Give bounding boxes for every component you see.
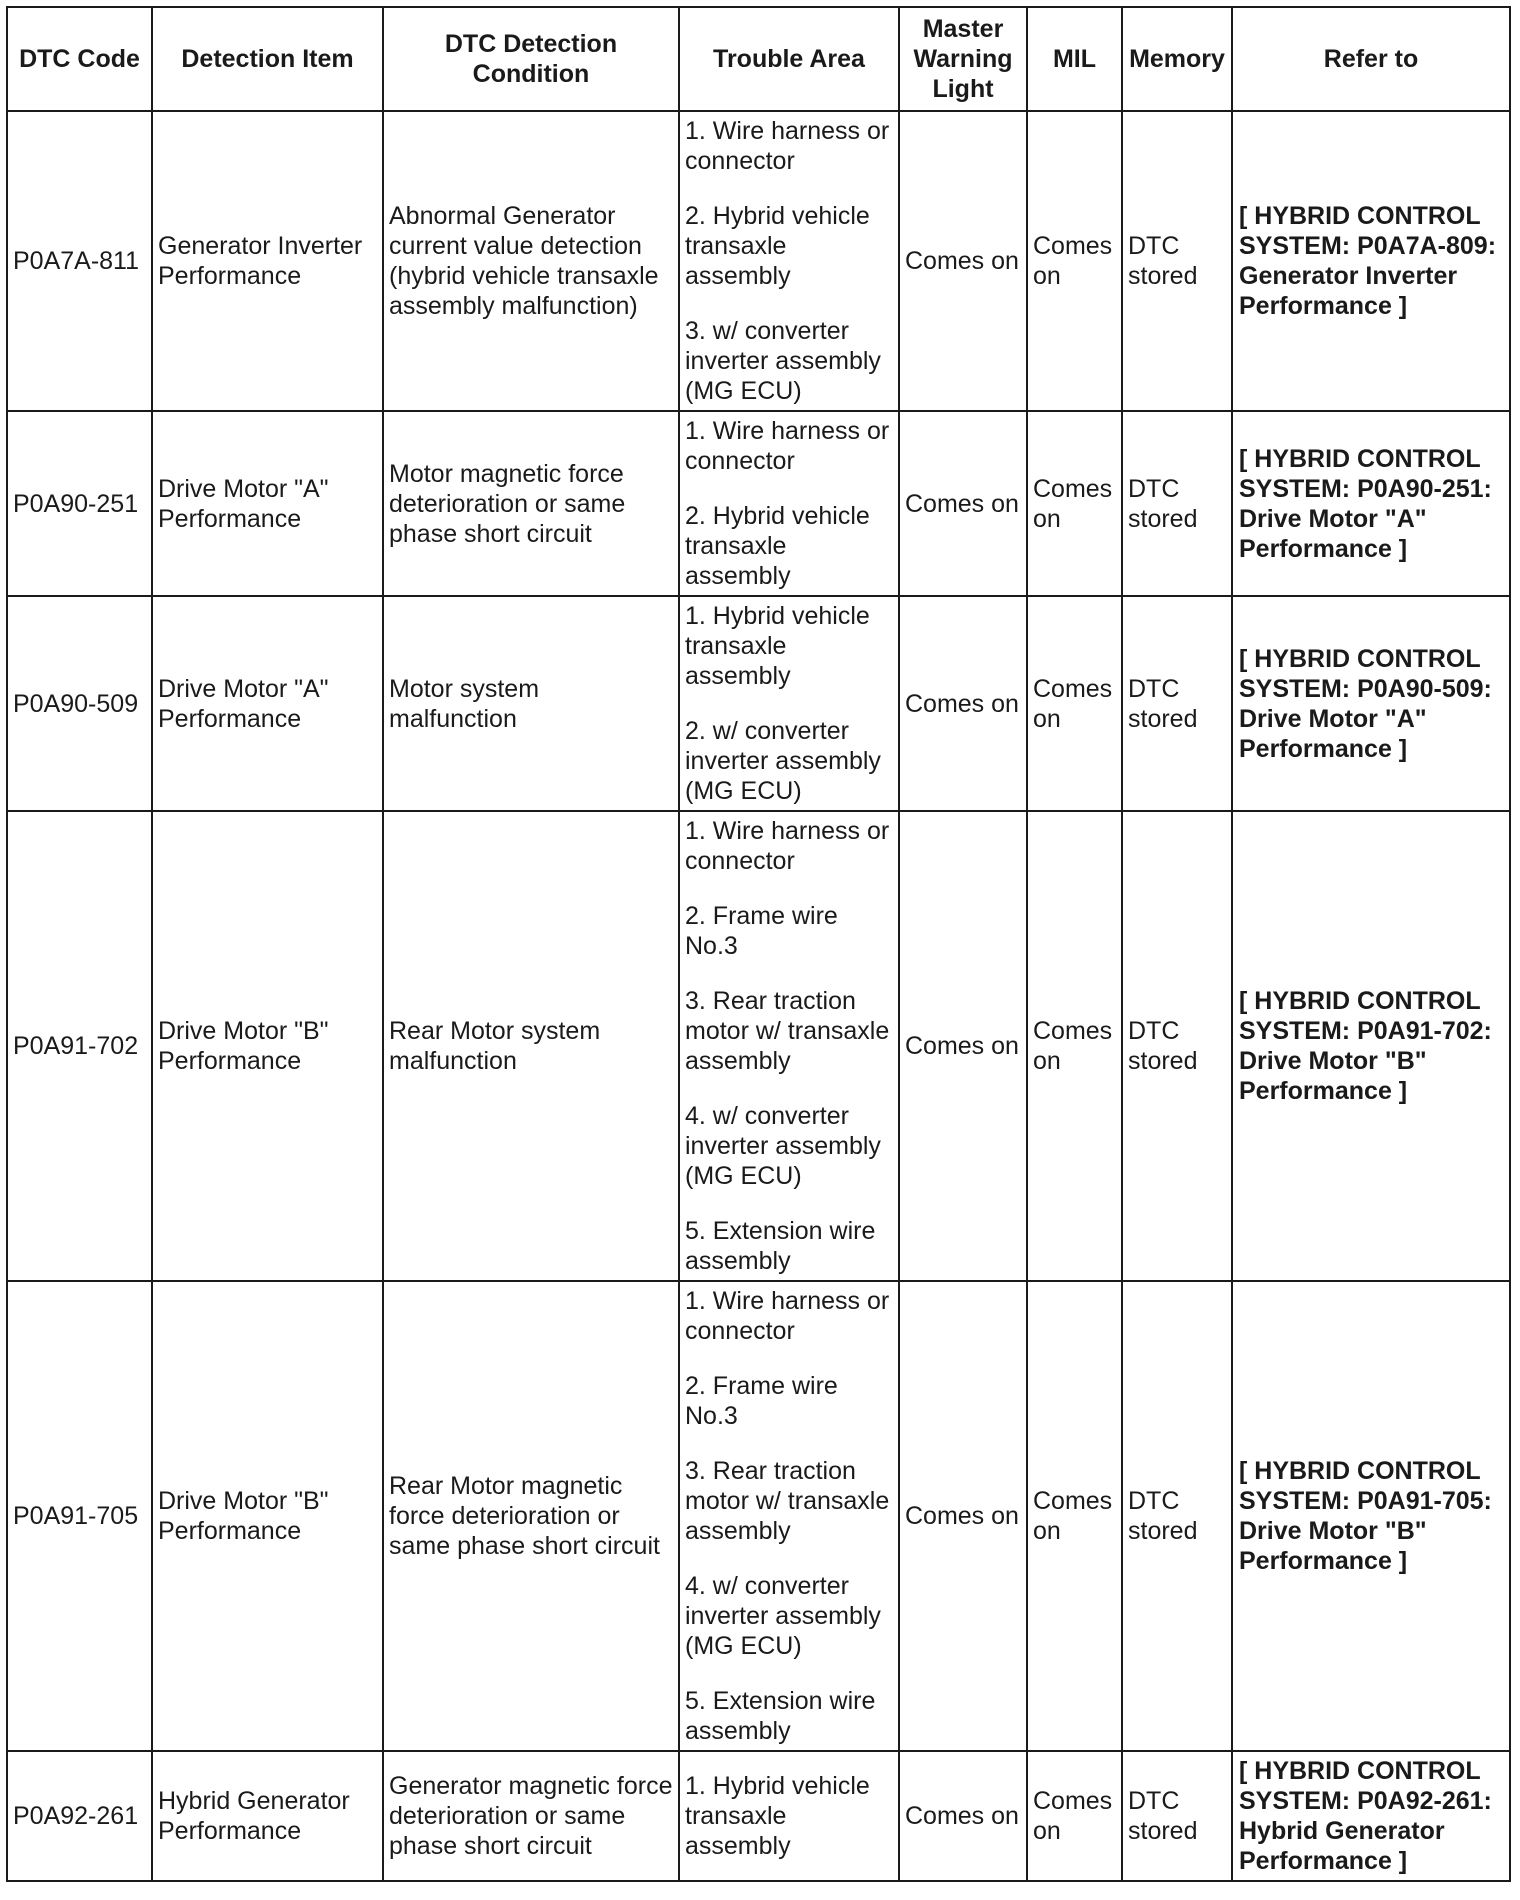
mil-cell: Comes on xyxy=(1027,1281,1122,1751)
header-refer-to: Refer to xyxy=(1232,7,1510,111)
dtc-code-cell: P0A91-705 xyxy=(7,1281,152,1751)
table-row xyxy=(7,411,1510,596)
master-warning-light-cell: Comes on xyxy=(899,1751,1027,1881)
header-memory: Memory xyxy=(1122,7,1232,111)
memory-cell: DTC stored xyxy=(1122,411,1232,596)
trouble-area-item: 2. Hybrid vehicle transaxle assembly xyxy=(685,202,870,290)
trouble-area-item: 2. Frame wire No.3 xyxy=(685,1372,838,1430)
trouble-area-item: 2. w/ converter inverter assembly (MG ECU) xyxy=(685,717,881,805)
detection-item-cell: Drive Motor "A" Performance xyxy=(152,411,383,596)
trouble-area-list xyxy=(685,1771,893,1861)
table-body xyxy=(7,111,1510,1881)
trouble-area-list xyxy=(685,816,893,1276)
header-master-warning-light: Master Warning Light xyxy=(899,7,1027,111)
refer-to-link[interactable]: [ HYBRID CONTROL SYSTEM: P0A91-702: Drive Motor "B" Performance ] xyxy=(1232,811,1510,1281)
memory-cell: DTC stored xyxy=(1122,111,1232,411)
detection-item-cell: Drive Motor "B" Performance xyxy=(152,1281,383,1751)
detection-condition-cell: Motor system malfunction xyxy=(383,596,679,811)
dtc-table xyxy=(6,6,1511,1882)
header-detection-item: Detection Item xyxy=(152,7,383,111)
mil-cell: Comes on xyxy=(1027,111,1122,411)
trouble-area-item: 1. Wire harness or connector xyxy=(685,817,890,875)
trouble-area-item: 1. Hybrid vehicle transaxle assembly xyxy=(685,1772,870,1860)
trouble-area-list xyxy=(685,116,893,406)
detection-condition-cell: Rear Motor system malfunction xyxy=(383,811,679,1281)
memory-cell: DTC stored xyxy=(1122,596,1232,811)
detection-item-cell: Drive Motor "A" Performance xyxy=(152,596,383,811)
memory-cell: DTC stored xyxy=(1122,1751,1232,1881)
dtc-code-cell: P0A91-702 xyxy=(7,811,152,1281)
trouble-area-cell xyxy=(679,1751,899,1881)
memory-cell: DTC stored xyxy=(1122,811,1232,1281)
trouble-area-item: 5. Extension wire assembly xyxy=(685,1217,876,1275)
mil-cell: Comes on xyxy=(1027,811,1122,1281)
mil-cell: Comes on xyxy=(1027,596,1122,811)
trouble-area-cell xyxy=(679,111,899,411)
master-warning-light-cell: Comes on xyxy=(899,411,1027,596)
refer-to-link[interactable]: [ HYBRID CONTROL SYSTEM: P0A7A-809: Generator Inverter Performance ] xyxy=(1232,111,1510,411)
detection-item-cell: Drive Motor "B" Performance xyxy=(152,811,383,1281)
trouble-area-item: 1. Wire harness or connector xyxy=(685,1287,890,1345)
table-row xyxy=(7,1751,1510,1881)
table-header-row xyxy=(7,7,1510,111)
master-warning-light-cell: Comes on xyxy=(899,596,1027,811)
header-trouble-area: Trouble Area xyxy=(679,7,899,111)
detection-item-cell: Generator Inverter Performance xyxy=(152,111,383,411)
master-warning-light-cell: Comes on xyxy=(899,1281,1027,1751)
mil-cell: Comes on xyxy=(1027,411,1122,596)
trouble-area-item: 1. Hybrid vehicle transaxle assembly xyxy=(685,602,870,690)
table-row xyxy=(7,596,1510,811)
trouble-area-item: 1. Wire harness or connector xyxy=(685,117,890,175)
master-warning-light-cell: Comes on xyxy=(899,111,1027,411)
refer-to-link[interactable]: [ HYBRID CONTROL SYSTEM: P0A90-251: Drive Motor "A" Performance ] xyxy=(1232,411,1510,596)
dtc-code-cell: P0A92-261 xyxy=(7,1751,152,1881)
dtc-code-cell: P0A7A-811 xyxy=(7,111,152,411)
detection-condition-cell: Abnormal Generator current value detection (hybrid vehicle transaxle assembly malfunction) xyxy=(383,111,679,411)
refer-to-link[interactable]: [ HYBRID CONTROL SYSTEM: P0A91-705: Drive Motor "B" Performance ] xyxy=(1232,1281,1510,1751)
trouble-area-cell xyxy=(679,811,899,1281)
header-dtc-code: DTC Code xyxy=(7,7,152,111)
detection-condition-cell: Generator magnetic force deterioration or same phase short circuit xyxy=(383,1751,679,1881)
trouble-area-item: 3. Rear traction motor w/ transaxle assembly xyxy=(685,1457,890,1545)
trouble-area-cell xyxy=(679,1281,899,1751)
trouble-area-item: 3. Rear traction motor w/ transaxle assembly xyxy=(685,987,890,1075)
refer-to-link[interactable]: [ HYBRID CONTROL SYSTEM: P0A92-261: Hybrid Generator Performance ] xyxy=(1232,1751,1510,1881)
dtc-code-cell: P0A90-509 xyxy=(7,596,152,811)
detection-item-cell: Hybrid Generator Performance xyxy=(152,1751,383,1881)
table-row xyxy=(7,111,1510,411)
header-mil: MIL xyxy=(1027,7,1122,111)
trouble-area-item: 4. w/ converter inverter assembly (MG ECU) xyxy=(685,1572,881,1660)
trouble-area-cell xyxy=(679,411,899,596)
dtc-code-cell: P0A90-251 xyxy=(7,411,152,596)
header-detection-condition: DTC Detection Condition xyxy=(383,7,679,111)
mil-cell: Comes on xyxy=(1027,1751,1122,1881)
trouble-area-list xyxy=(685,1286,893,1746)
table-row xyxy=(7,811,1510,1281)
trouble-area-list xyxy=(685,601,893,806)
trouble-area-item: 1. Wire harness or connector xyxy=(685,417,890,475)
memory-cell: DTC stored xyxy=(1122,1281,1232,1751)
trouble-area-item: 3. w/ converter inverter assembly (MG ECU) xyxy=(685,317,881,405)
trouble-area-item: 2. Frame wire No.3 xyxy=(685,902,838,960)
trouble-area-item: 5. Extension wire assembly xyxy=(685,1687,876,1745)
trouble-area-cell xyxy=(679,596,899,811)
trouble-area-list xyxy=(685,416,893,591)
table-row xyxy=(7,1281,1510,1751)
detection-condition-cell: Rear Motor magnetic force deterioration or same phase short circuit xyxy=(383,1281,679,1751)
trouble-area-item: 4. w/ converter inverter assembly (MG ECU) xyxy=(685,1102,881,1190)
master-warning-light-cell: Comes on xyxy=(899,811,1027,1281)
trouble-area-item: 2. Hybrid vehicle transaxle assembly xyxy=(685,502,870,590)
detection-condition-cell: Motor magnetic force deterioration or same phase short circuit xyxy=(383,411,679,596)
refer-to-link[interactable]: [ HYBRID CONTROL SYSTEM: P0A90-509: Drive Motor "A" Performance ] xyxy=(1232,596,1510,811)
